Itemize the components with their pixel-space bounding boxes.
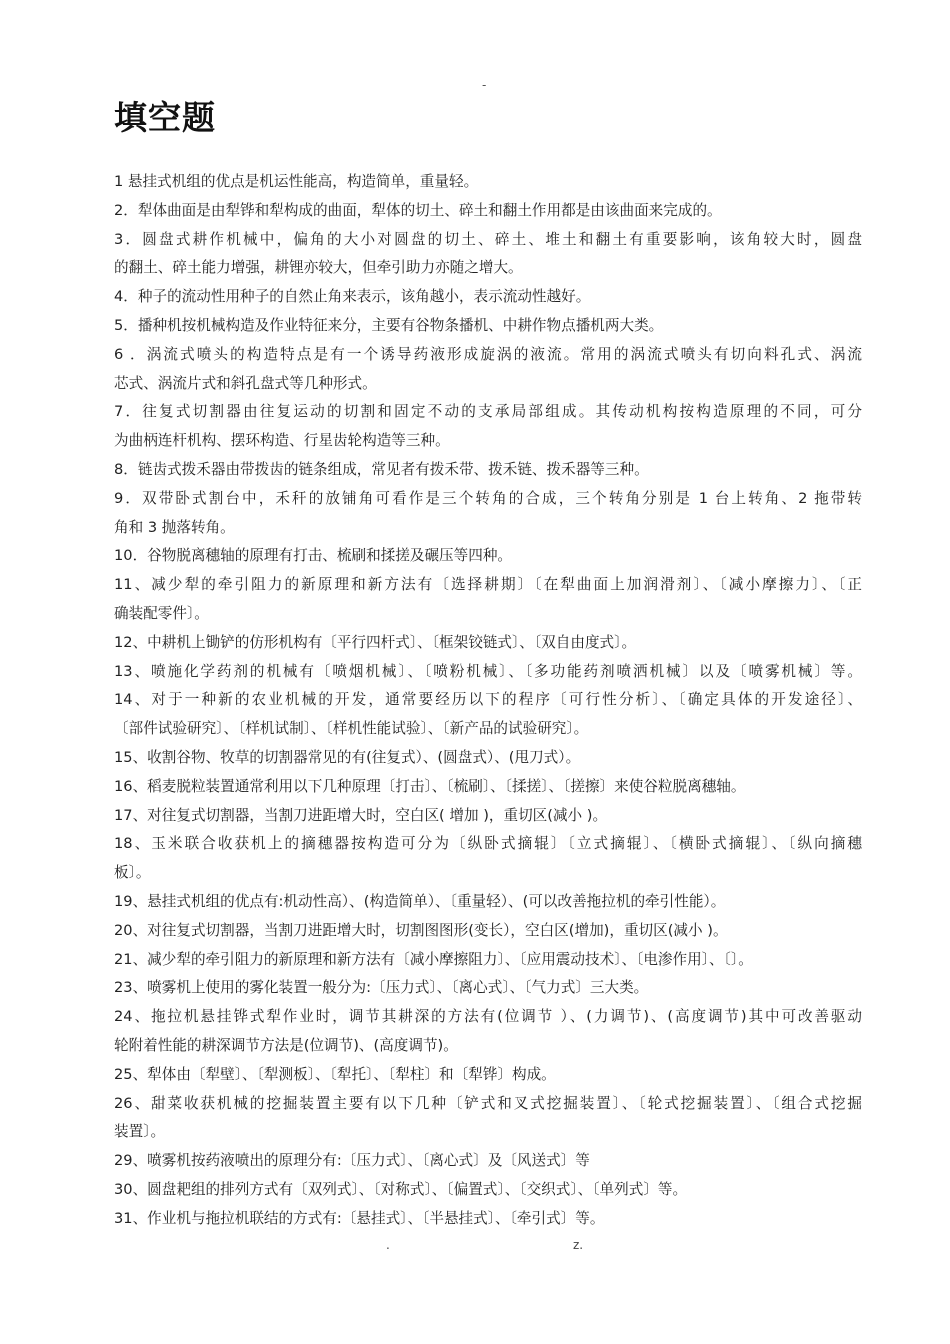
- text-line: 8．链齿式拨禾器由带拨齿的链条组成，常见者有拨禾带、拨禾链、拨禾器等三种。: [114, 460, 649, 478]
- text-line: 17、对往复式切割器，当割刀进距增大时，空白区( 增加 )，重切区(减小 )。: [114, 806, 608, 824]
- text-line: 4．种子的流动性用种子的自然止角来表示，该角越小，表示流动性越好。: [114, 288, 591, 306]
- text-line: 26、甜菜收获机械的挖掘装置主要有以下几种〔铲式和叉式挖掘装置〕、〔轮式挖掘装置〕、〔组合式挖掘: [114, 1094, 862, 1112]
- text-line: 角和 3 抛落转角。: [114, 518, 235, 536]
- text-line: 23、喷雾机上使用的雾化装置一般分为:〔压力式〕、〔离心式〕、〔气力式〕三大类。: [114, 979, 649, 997]
- text-line: 3．圆盘式耕作机械中，偏角的大小对圆盘的切土、碎土、堆土和翻土有重要影响，该角较大时，圆盘: [114, 230, 862, 248]
- text-line: 9．双带卧式割台中，禾秆的放铺角可看作是三个转角的合成，三个转角分别是 1 台上转角、2 拖带转: [114, 489, 862, 507]
- text-line: 10．谷物脱离穗轴的原理有打击、梳刷和揉搓及碾压等四种。: [114, 547, 513, 565]
- text-line: 7．往复式切割器由往复运动的切割和固定不动的支承局部组成。其传动机构按构造原理的不同，可分: [114, 403, 862, 421]
- text-line: 19、悬挂式机组的优点有:机动性高）、(构造简单）、〔重量轻）、(可以改善拖拉机的牵引性能）。: [114, 892, 726, 910]
- text-line: 13、喷施化学药剂的机械有〔喷烟机械〕、〔喷粉机械〕、〔多功能药剂喷洒机械〕以及〔喷雾机械〕等。: [114, 662, 862, 680]
- header-mark: -: [482, 78, 487, 92]
- text-line: 21、减少犁的牵引阻力的新原理和新方法有〔减小摩擦阻力〕、〔应用震动技术〕、〔电渗作用〕、〔〕。: [114, 950, 753, 968]
- text-line: 轮附着性能的耕深调节方法是(位调节)、(高度调节)。: [114, 1036, 458, 1054]
- text-line: 芯式、涡流片式和斜孔盘式等几种形式。: [114, 374, 377, 392]
- text-line: 确装配零件〕。: [114, 604, 209, 622]
- text-line: 18、玉米联合收获机上的摘穗器按构造可分为〔纵卧式摘辊〕〔立式摘辊〕、〔横卧式摘辊〕、〔纵向摘穗: [114, 835, 862, 853]
- text-line: 29、喷雾机按药液喷出的原理分有:〔压力式〕、〔离心式〕及〔风送式〕等: [114, 1152, 590, 1170]
- text-line: 25、犁体由〔犁壁〕、〔犁测板〕、〔犁托〕、〔犁柱〕和〔犁铧〕构成。: [114, 1065, 556, 1083]
- text-line: 15、收割谷物、牧草的切割器常见的有(往复式）、(圆盘式）、(甩刀式）。: [114, 748, 581, 766]
- text-line: 6 ．涡流式喷头的构造特点是有一个诱导药液形成旋涡的液流。常用的涡流式喷头有切向料孔式、涡流: [114, 345, 862, 363]
- text-line: 30、圆盘耙组的排列方式有〔双列式〕、〔对称式〕、〔偏置式〕、〔交织式〕、〔单列式〕等。: [114, 1180, 688, 1198]
- text-line: 1 悬挂式机组的优点是机运性能高，构造简单，重量轻。: [114, 173, 479, 190]
- text-line: 20、对往复式切割器，当割刀进距增大时，切割图图形(变长），空白区(增加)，重切区(减小 )。: [114, 921, 728, 939]
- footer-right-mark: z.: [573, 1238, 584, 1252]
- footer-left-mark: .: [386, 1238, 390, 1252]
- page-title: 填空题: [114, 98, 216, 137]
- text-line: 16、稻麦脱粒装置通常利用以下几种原理〔打击〕、〔梳刷〕、〔揉搓〕、〔搓擦〕来使谷粒脱离穗轴。: [114, 777, 746, 795]
- text-line: 5．播种机按机械构造及作业特征来分，主要有谷物条播机、中耕作物点播机两大类。: [114, 316, 664, 334]
- text-line: 2．犁体曲面是由犁铧和犁构成的曲面，犁体的切土、碎土和翻土作用都是由该曲面来完成的。: [114, 201, 722, 219]
- text-line: 〔部件试验研究〕、〔样机试制〕、〔样机性能试验〕、〔新产品的试验研究〕。: [114, 720, 589, 738]
- text-line: 为曲柄连杆机构、摆环构造、行星齿轮构造等三种。: [114, 432, 450, 450]
- text-line: 12、中耕机上锄铲的仿形机构有〔平行四杆式〕、〔框架铰链式〕、〔双自由度式〕。: [114, 633, 637, 651]
- text-line: 31、作业机与拖拉机联结的方式有:〔悬挂式〕、〔半悬挂式〕、〔牵引式〕等。: [114, 1209, 605, 1227]
- text-line: 的翻土、碎土能力增强，耕锂亦较大，但牵引助力亦随之增大。: [114, 259, 523, 277]
- text-line: 14、对于一种新的农业机械的开发，通常要经历以下的程序〔可行性分析〕、〔确定具体的开发途径〕、: [114, 691, 862, 709]
- text-line: 板〕。: [114, 864, 151, 882]
- question-list: [114, 168, 862, 1233]
- text-line: 11、减少犁的牵引阻力的新原理和新方法有〔选择耕期〕〔在犁曲面上加润滑剂〕、〔减小摩擦力〕、〔正: [114, 576, 862, 594]
- text-line: 装置〕。: [114, 1123, 166, 1141]
- text-line: 24、拖拉机悬挂铧式犁作业时，调节其耕深的方法有(位调节 ）、(力调节)、(高度调节)其中可改善驱动: [114, 1008, 862, 1026]
